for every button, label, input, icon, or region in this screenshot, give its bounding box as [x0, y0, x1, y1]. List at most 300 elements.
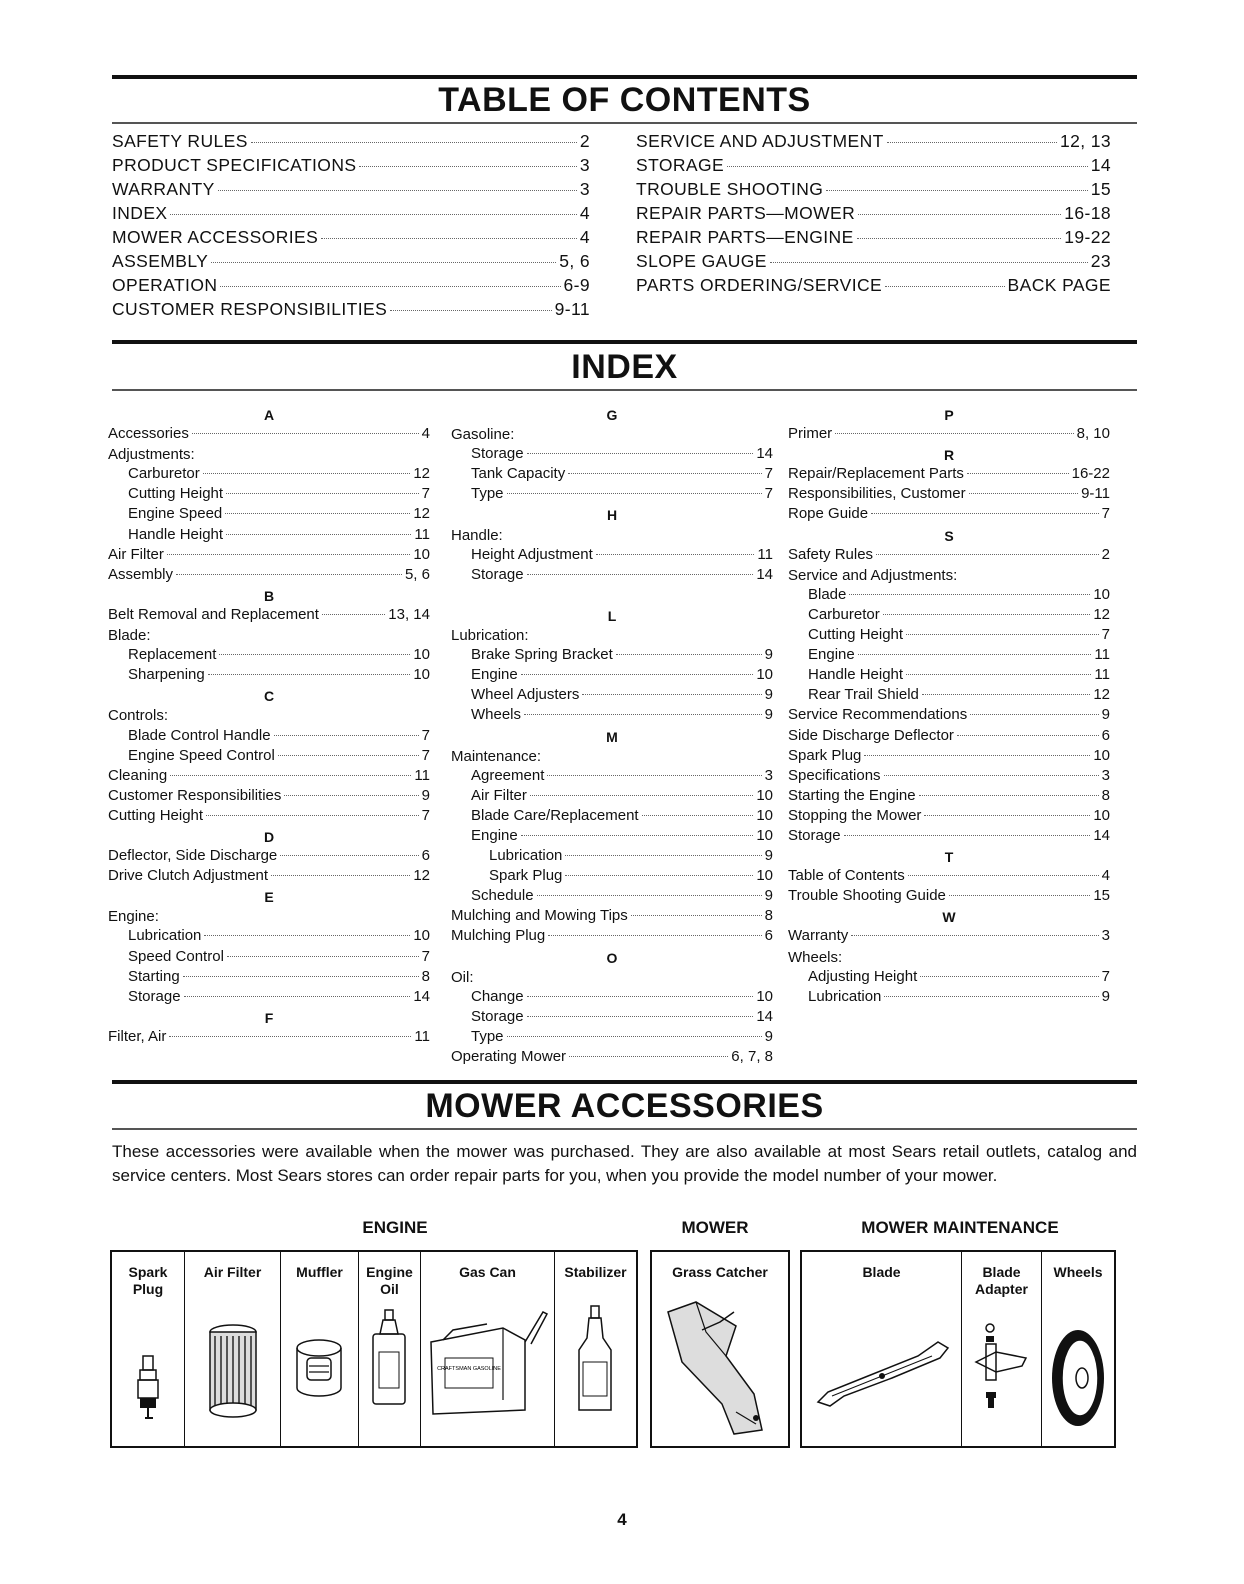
index-entry-label: Handle Height: [808, 666, 904, 684]
index-entry: [108, 727, 430, 747]
index-letter-heading: L: [607, 607, 617, 624]
index-entry: [788, 586, 1110, 606]
index-group-heading: Engine:: [108, 908, 159, 926]
index-leader: [835, 433, 1073, 434]
index-entry: [788, 887, 1110, 907]
toc-row: [112, 203, 590, 227]
toc-row: [636, 155, 1111, 179]
index-entry-label: Cutting Height: [108, 806, 204, 824]
index-leader: [530, 795, 753, 796]
index-entry-label: Air Filter: [471, 786, 527, 804]
toc-label: PRODUCT SPECIFICATIONS: [112, 155, 357, 175]
index-entry: [108, 747, 430, 767]
index-entry: [788, 706, 1110, 726]
index-entry: [451, 988, 773, 1008]
index-entry-page: 6: [421, 847, 430, 865]
grass-catcher-cell: [652, 1252, 788, 1446]
index-entry-label: Adjusting Height: [808, 967, 918, 985]
index-entry: [788, 606, 1110, 626]
index-entry-label: Change: [471, 987, 524, 1005]
index-entry-page: 9: [764, 1027, 773, 1045]
index-entry: [788, 727, 1110, 747]
index-entry-page: 7: [1101, 505, 1110, 523]
index-leader: [183, 976, 419, 977]
index-entry-label: Stopping the Mower: [788, 806, 922, 824]
index-entry: [788, 867, 1110, 887]
index-entry-page: 9: [1101, 706, 1110, 724]
index-leader: [527, 1016, 754, 1017]
index-entry-label: Sharpening: [128, 666, 205, 684]
index-entry-label: Warranty: [788, 927, 849, 945]
toc-row: [636, 251, 1111, 275]
index-entry-label: Responsibilities, Customer: [788, 485, 966, 503]
index-group-heading: Lubrication:: [451, 627, 529, 645]
index-entry-label: Schedule: [471, 887, 534, 905]
index-entry-page: 7: [421, 485, 430, 503]
index-letter-heading: P: [944, 407, 954, 423]
toc-title: TABLE OF CONTENTS: [438, 81, 811, 119]
index-entry-page: 6, 7, 8: [731, 1048, 773, 1065]
index-leader: [167, 554, 410, 555]
index-entry-label: Blade Care/Replacement: [471, 806, 639, 824]
index-entry: [788, 666, 1110, 686]
index-leader: [884, 996, 1098, 997]
page-number: 4: [617, 1510, 627, 1529]
toc-leader: [858, 214, 1061, 215]
index-entry-label: Storage: [471, 445, 524, 463]
index-letter-heading: M: [606, 728, 618, 745]
index-entry: [108, 566, 430, 586]
blade-adapter-icon: [962, 1252, 1042, 1446]
index-group-heading: Oil:: [451, 968, 474, 986]
index-leader: [582, 694, 761, 695]
stabilizer-cell: [555, 1252, 636, 1446]
index-entry-label: Cleaning: [108, 766, 168, 784]
toc-page: BACK PAGE: [1007, 275, 1111, 295]
index-entry-label: Rope Guide: [788, 505, 869, 523]
toc-label: OPERATION: [112, 275, 218, 295]
index-entry-page: 9: [764, 646, 773, 664]
index-entry-page: 7: [421, 746, 430, 764]
index-entry-label: Spark Plug: [489, 867, 563, 885]
blade-label: Blade: [862, 1264, 901, 1280]
index-entry: [108, 505, 430, 525]
engine-oil-cell: [359, 1252, 421, 1446]
index-entry-label: Operating Mower: [451, 1048, 567, 1065]
index-entry: [451, 767, 773, 787]
toc-page: 6-9: [563, 275, 590, 295]
index-entry-label: Type: [471, 1027, 504, 1045]
accessories-bottom-rule: [112, 1128, 1137, 1130]
toc-leader: [857, 238, 1062, 239]
toc-label: SERVICE AND ADJUSTMENT: [636, 131, 884, 151]
accessories-title: MOWER ACCESSORIES: [425, 1087, 824, 1125]
index-entry-page: 10: [413, 666, 430, 684]
index-entry: [451, 887, 773, 907]
blade-adapter-cell: [962, 1252, 1042, 1446]
gas-can-cell: [421, 1252, 555, 1446]
index-entry-label: Cutting Height: [128, 485, 224, 503]
index-leader: [906, 674, 1091, 675]
index-entry-label: Service Recommendations: [788, 706, 968, 724]
toc-label: ASSEMBLY: [112, 251, 209, 271]
index-entry: [788, 626, 1110, 646]
index-entry-page: 11: [1094, 646, 1110, 664]
index-entry: [108, 1028, 430, 1048]
index-entry-label: Starting the Engine: [788, 786, 916, 804]
index-leader: [280, 855, 418, 856]
index-entry-label: Storage: [128, 987, 181, 1005]
index-entry-label: Drive Clutch Adjustment: [108, 867, 269, 885]
index-letter-heading: W: [942, 909, 956, 926]
index-entry-page: 7: [421, 806, 430, 824]
index-leader: [208, 674, 411, 675]
index-entry-page: 5, 6: [404, 565, 430, 583]
index-entry-page: 7: [764, 465, 773, 483]
index-entry-page: 10: [756, 806, 773, 824]
index-entry-page: 6: [764, 927, 773, 945]
toc-page: 5, 6: [559, 251, 590, 271]
index-leader: [565, 855, 761, 856]
index-entry: [451, 847, 773, 867]
toc-page: 15: [1090, 179, 1111, 199]
toc-row: [112, 227, 590, 251]
toc-label: MOWER ACCESSORIES: [112, 227, 319, 247]
toc-page: 3: [579, 179, 590, 199]
index-leader: [568, 473, 761, 474]
accessories-intro: These accessories were available when the mower was purchased. They are also available at most Sears retail outlets, catalog and service centers. Most Sears stores can order repair parts for you, when you provide the model number of your mower.: [112, 1142, 1137, 1185]
index-entry: [451, 646, 773, 666]
index-entry-page: 10: [1093, 746, 1110, 764]
index-leader: [537, 895, 762, 896]
air-filter-label: Air Filter: [203, 1264, 262, 1280]
blade-adapter-label: Blade Adapter: [975, 1264, 1028, 1297]
index-entry-label: Wheel Adjusters: [471, 686, 580, 704]
index-entry: [788, 686, 1110, 706]
index-entry-label: Engine Speed Control: [128, 746, 275, 764]
index-entry-label: Lubrication: [128, 927, 202, 945]
index-leader: [527, 996, 754, 997]
toc-label: REPAIR PARTS—MOWER: [636, 203, 856, 223]
index-leader: [206, 815, 419, 816]
index-entry-page: 9: [764, 887, 773, 905]
index-leader: [851, 935, 1098, 936]
index-leader: [858, 654, 1092, 655]
index-entry-page: 7: [1101, 967, 1110, 985]
index-leader: [227, 956, 419, 957]
index-leader: [203, 473, 411, 474]
index-entry: [451, 807, 773, 827]
toc-label: INDEX: [112, 203, 168, 223]
index-entry-page: 10: [756, 867, 773, 885]
index-leader: [527, 574, 754, 575]
toc-leader: [359, 166, 576, 167]
index-leader: [884, 775, 1099, 776]
toc-leader: [826, 190, 1087, 191]
index-leader: [569, 1056, 728, 1057]
index-entry-label: Rear Trail Shield: [808, 686, 919, 704]
index-leader: [969, 493, 1079, 494]
toc-leader: [770, 262, 1088, 263]
index-letter-heading: B: [263, 587, 275, 604]
index-entry-page: 8: [764, 907, 773, 925]
index-entry: [451, 485, 773, 505]
index-leader: [170, 775, 411, 776]
accessories-top-rule: [112, 1080, 1137, 1084]
index-entry-label: Starting: [128, 967, 180, 985]
index-entry: [788, 807, 1110, 827]
maintenance-accessories-box: [800, 1250, 1116, 1448]
index-entry-page: 10: [413, 646, 430, 664]
toc-label: TROUBLE SHOOTING: [636, 179, 824, 199]
toc-row: [636, 227, 1111, 251]
toc-label: STORAGE: [636, 155, 725, 175]
index-letter-heading: H: [606, 507, 618, 524]
index-entry-page: 9-11: [1081, 485, 1110, 503]
index-entry: [451, 867, 773, 887]
gas-can-label: Gas Can: [459, 1264, 516, 1280]
index-entry-label: Trouble Shooting Guide: [788, 887, 946, 905]
index-leader: [548, 935, 761, 936]
index-entry-page: 3: [764, 766, 773, 784]
gas-can-print: CRAFTSMAN GASOLINE: [437, 1366, 501, 1372]
index-entry: [451, 787, 773, 807]
index-entry-label: Side Discharge Deflector: [788, 726, 954, 744]
stabilizer-label: Stabilizer: [564, 1264, 627, 1280]
toc-row: [636, 131, 1111, 155]
toc-page: 19-22: [1064, 227, 1111, 247]
index-entry-page: 12: [1093, 605, 1110, 623]
engine-accessories-box: [110, 1250, 638, 1448]
index-entry: [788, 747, 1110, 767]
toc-leader: [220, 286, 560, 287]
toc-leader: [251, 142, 577, 143]
index-entry: [451, 1028, 773, 1048]
toc-right-column: [636, 131, 1111, 299]
index-entry-label: Engine Speed: [128, 505, 223, 523]
toc-row: [112, 131, 590, 155]
index-entry-page: 8: [1101, 786, 1110, 804]
index-entry-page: 9: [764, 706, 773, 724]
toc-leader: [321, 238, 577, 239]
index-entry: [788, 767, 1110, 787]
toc-leader: [887, 142, 1057, 143]
index-entry-page: 14: [1093, 826, 1110, 844]
index-entry-label: Accessories: [108, 425, 189, 443]
index-group-heading: Blade:: [108, 627, 151, 645]
index-leader: [176, 574, 402, 575]
index-bottom-rule: [112, 389, 1137, 391]
toc-leader: [170, 214, 576, 215]
index-entry: [108, 767, 430, 787]
index-letter-heading: E: [264, 889, 274, 906]
index-group-heading: Service and Adjustments:: [788, 566, 958, 584]
toc-page: 14: [1090, 155, 1111, 175]
index-entry: [788, 827, 1110, 847]
index-entry-page: 10: [756, 666, 773, 684]
index-leader: [871, 513, 1099, 514]
index-entry-page: 12: [413, 465, 430, 483]
spark-plug-cell: [112, 1252, 185, 1446]
index-entry-page: 9: [1101, 987, 1110, 1005]
index-entry: [451, 1048, 773, 1068]
muffler-icon: [281, 1252, 359, 1446]
toc-row: [112, 179, 590, 203]
index-leader: [949, 895, 1090, 896]
index-entry-label: Customer Responsibilities: [108, 786, 282, 804]
muffler-label: Muffler: [296, 1264, 343, 1280]
index-leader: [226, 493, 419, 494]
index-entry-page: 9: [764, 686, 773, 704]
toc-page: 4: [579, 203, 590, 223]
index-leader: [507, 493, 762, 494]
index-entry-page: 4: [421, 425, 430, 443]
index-entry-page: 3: [1101, 927, 1110, 945]
index-entry: [788, 646, 1110, 666]
index-entry-page: 13, 14: [388, 605, 430, 623]
index-leader: [192, 433, 419, 434]
index-letter-heading: F: [264, 1009, 274, 1026]
index-entry-label: Repair/Replacement Parts: [788, 465, 964, 483]
index-entry: [451, 566, 773, 586]
group-engine-label: ENGINE: [362, 1218, 428, 1237]
index-entry-label: Wheels: [471, 706, 522, 724]
index-leader: [226, 534, 411, 535]
engine-oil-icon: [359, 1252, 421, 1446]
index-leader: [274, 735, 419, 736]
index-entry: [451, 927, 773, 947]
index-column-1: [108, 405, 430, 1048]
index-entry-label: Lubrication: [489, 847, 563, 865]
index-leader: [924, 815, 1090, 816]
index-leader: [908, 875, 1099, 876]
index-entry-page: 12: [413, 505, 430, 523]
index-spacer: [451, 586, 773, 606]
index-entry-page: 8: [421, 967, 430, 985]
index-entry-label: Cutting Height: [808, 626, 904, 644]
index-entry: [788, 968, 1110, 988]
index-entry-page: 14: [756, 565, 773, 583]
index-entry-label: Deflector, Side Discharge: [108, 847, 278, 865]
index-entry-page: 7: [421, 947, 430, 965]
index-leader: [278, 755, 419, 756]
index-leader: [596, 554, 755, 555]
index-entry-label: Safety Rules: [788, 545, 874, 563]
engine-oil-label: Engine Oil: [366, 1264, 413, 1297]
index-entry-page: 4: [1101, 867, 1110, 885]
wheels-cell: [1042, 1252, 1114, 1446]
toc-page: 3: [579, 155, 590, 175]
index-entry-label: Spark Plug: [788, 746, 862, 764]
index-letter-heading: D: [263, 828, 275, 845]
index-entry-page: 12: [413, 867, 430, 885]
index-entry: [108, 425, 430, 445]
index-entry-label: Type: [471, 485, 504, 503]
toc-label: CUSTOMER RESPONSIBILITIES: [112, 299, 388, 319]
index-leader: [271, 875, 410, 876]
index-entry-label: Engine: [808, 646, 855, 664]
index-letter-heading: R: [943, 447, 955, 464]
toc-row: [112, 275, 590, 299]
index-entry-page: 15: [1093, 887, 1110, 905]
index-entry: [108, 968, 430, 988]
index-leader: [284, 795, 418, 796]
index-entry: [108, 646, 430, 666]
index-entry-label: Lubrication: [808, 987, 882, 1005]
index-entry-label: Carburetor: [128, 465, 200, 483]
blade-icon: [802, 1252, 962, 1446]
air-filter-icon: [185, 1252, 281, 1446]
stabilizer-icon: [555, 1252, 636, 1446]
index-top-rule: [112, 340, 1137, 344]
index-entry: [788, 485, 1110, 505]
index-entry: [108, 546, 430, 566]
index-entry-page: 10: [756, 987, 773, 1005]
index-group-heading: Controls:: [108, 707, 169, 725]
index-entry: [108, 606, 430, 626]
index-entry-label: Speed Control: [128, 947, 224, 965]
wheels-label: Wheels: [1053, 1264, 1103, 1280]
toc-row: [636, 275, 1111, 299]
index-entry-page: 10: [413, 545, 430, 563]
index-leader: [219, 654, 410, 655]
toc-row: [112, 251, 590, 275]
index-entry-label: Brake Spring Bracket: [471, 646, 613, 664]
index-entry-page: 10: [756, 786, 773, 804]
index-entry-page: 6: [1101, 726, 1110, 744]
toc-leader: [727, 166, 1088, 167]
index-entry-page: 11: [414, 1027, 430, 1045]
index-entry-page: 2: [1101, 545, 1110, 563]
index-entry-label: Blade: [808, 585, 847, 603]
index-entry: [451, 827, 773, 847]
toc-row: [636, 203, 1111, 227]
index-entry-page: 7: [764, 485, 773, 503]
index-group-heading: Gasoline:: [451, 426, 515, 444]
toc-page: 16-18: [1064, 203, 1111, 223]
index-entry-label: Carburetor: [808, 605, 880, 623]
index-entry: [108, 465, 430, 485]
index-entry-label: Handle Height: [128, 525, 224, 543]
index-leader: [527, 453, 754, 454]
toc-page: 12, 13: [1059, 131, 1111, 151]
index-entry-label: Mulching Plug: [451, 927, 546, 945]
index-entry: [788, 546, 1110, 566]
index-entry-page: 11: [414, 525, 430, 543]
index-entry-label: Agreement: [471, 766, 545, 784]
gas-can-icon: [421, 1252, 555, 1446]
index-leader: [521, 674, 754, 675]
index-group-heading: Maintenance:: [451, 747, 542, 765]
index-entry-page: 7: [421, 726, 430, 744]
index-leader: [883, 614, 1091, 615]
index-leader: [507, 1036, 762, 1037]
index-leader: [957, 735, 1099, 736]
index-entry-page: 16-22: [1071, 465, 1110, 483]
index-leader: [184, 996, 411, 997]
index-entry: [451, 907, 773, 927]
index-entry: [108, 485, 430, 505]
index-entry-page: 3: [1101, 766, 1110, 784]
group-mower-label: MOWER: [681, 1218, 749, 1237]
index-leader: [967, 473, 1069, 474]
index-entry-label: Engine: [471, 826, 518, 844]
index-leader: [642, 815, 754, 816]
index-entry: [451, 465, 773, 485]
index-letter-heading: C: [263, 688, 275, 705]
index-entry: [108, 666, 430, 686]
spark-plug-label: Spark Plug: [128, 1264, 168, 1297]
